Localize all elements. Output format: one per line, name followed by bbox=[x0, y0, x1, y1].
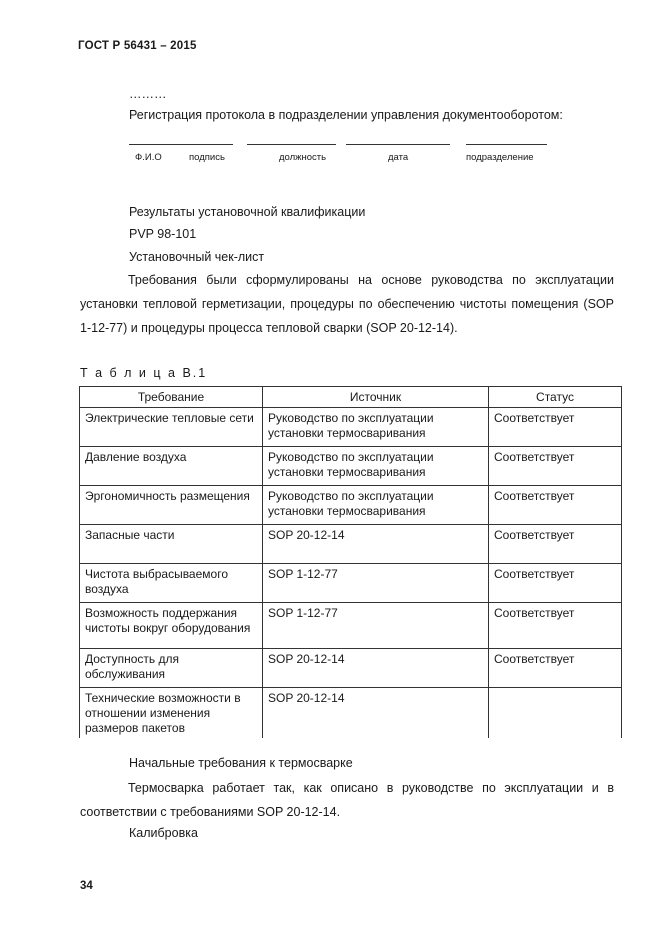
cell-source: Руководство по эксплуатации установки термосваривания bbox=[263, 408, 489, 447]
operation-paragraph bbox=[80, 776, 614, 824]
header-requirement: Требование bbox=[80, 387, 263, 408]
cell-status: Соответствует bbox=[489, 564, 622, 603]
cell-requirement: Эргономичность размещения bbox=[80, 486, 263, 525]
requirements-paragraph bbox=[80, 268, 614, 340]
header-status: Статус bbox=[489, 387, 622, 408]
document-code: PVP 98-101 bbox=[129, 227, 197, 241]
header-source: Источник bbox=[263, 387, 489, 408]
requirements-table bbox=[79, 386, 622, 738]
cell-status bbox=[489, 688, 622, 739]
cell-source: SOP 20-12-14 bbox=[263, 649, 489, 688]
ellipsis: ……… bbox=[129, 87, 167, 101]
page-number: 34 bbox=[80, 880, 93, 892]
cell-source: Руководство по эксплуатации установки термосваривания bbox=[263, 486, 489, 525]
initial-requirements-title: Начальные требования к термосварке bbox=[129, 756, 353, 770]
cell-status: Соответствует bbox=[489, 649, 622, 688]
table-row bbox=[80, 564, 622, 603]
section-title: Результаты установочной квалификации bbox=[129, 205, 366, 219]
cell-source: SOP 20-12-14 bbox=[263, 688, 489, 739]
signature-line-date bbox=[346, 144, 450, 145]
label-fio: Ф.И.О bbox=[135, 152, 162, 163]
cell-requirement: Доступность для обслуживания bbox=[80, 649, 263, 688]
cell-requirement: Чистота выбрасываемого воздуха bbox=[80, 564, 263, 603]
cell-source: SOP 20-12-14 bbox=[263, 525, 489, 564]
signature-line-position bbox=[247, 144, 336, 145]
label-position: должность bbox=[279, 152, 327, 163]
cell-source: SOP 1-12-77 bbox=[263, 564, 489, 603]
signature-line-department bbox=[466, 144, 547, 145]
cell-requirement: Технические возможности в отношении изменения размеров пакетов bbox=[80, 688, 263, 739]
cell-requirement: Давление воздуха bbox=[80, 447, 263, 486]
table-caption: Т а б л и ц а В.1 bbox=[80, 366, 208, 380]
checklist-title: Установочный чек-лист bbox=[129, 250, 265, 264]
document-header: ГОСТ Р 56431 – 2015 bbox=[78, 40, 197, 52]
table-row bbox=[80, 603, 622, 649]
requirements-paragraph-text: Требования были сформулированы на основе руководства по эксплуатации установки тепловой герметизации, процедуры по обеспечению чистоты помещения (SOP 1-12-77) и процедуры процесса тепловой сварки (SOP 20-12-14). bbox=[80, 273, 614, 335]
cell-status: Соответствует bbox=[489, 525, 622, 564]
table-row bbox=[80, 525, 622, 564]
cell-requirement: Электрические тепловые сети bbox=[80, 408, 263, 447]
cell-requirement: Возможность поддержания чистоты вокруг оборудования bbox=[80, 603, 263, 649]
label-date: дата bbox=[388, 152, 409, 163]
table-row bbox=[80, 408, 622, 447]
table-header-row bbox=[80, 387, 622, 408]
table-row bbox=[80, 447, 622, 486]
label-signature: подпись bbox=[189, 152, 225, 163]
cell-source: SOP 1-12-77 bbox=[263, 603, 489, 649]
table-row bbox=[80, 688, 622, 739]
cell-source: Руководство по эксплуатации установки термосваривания bbox=[263, 447, 489, 486]
label-department: подразделение bbox=[466, 152, 534, 163]
signature-line-name bbox=[129, 144, 233, 145]
table-row bbox=[80, 649, 622, 688]
cell-status: Соответствует bbox=[489, 603, 622, 649]
operation-paragraph-text: Термосварка работает так, как описано в руководстве по эксплуатации и в соответствии с требованиями SOP 20-12-14. bbox=[80, 781, 614, 819]
table-row bbox=[80, 486, 622, 525]
calibration-title: Калибровка bbox=[129, 826, 198, 840]
registration-text: Регистрация протокола в подразделении управления документооборотом: bbox=[129, 108, 563, 122]
cell-status: Соответствует bbox=[489, 447, 622, 486]
cell-status: Соответствует bbox=[489, 408, 622, 447]
cell-requirement: Запасные части bbox=[80, 525, 263, 564]
cell-status: Соответствует bbox=[489, 486, 622, 525]
